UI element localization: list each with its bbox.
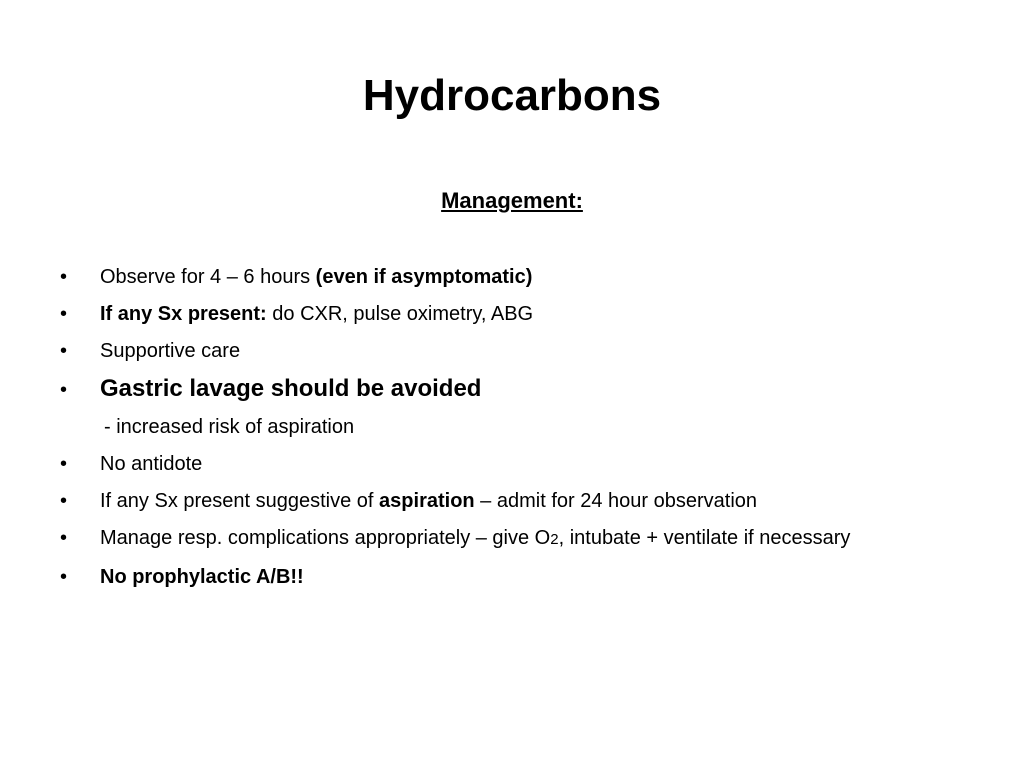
bullet-text: No antidote xyxy=(100,453,203,475)
bullet-emphasis: (even if asymptomatic) xyxy=(315,266,533,288)
bullet-gastric-lavage xyxy=(60,373,960,405)
bullet-emphasis: No prophylactic A/B!! xyxy=(100,566,304,588)
bullet-marker: • xyxy=(60,340,68,362)
bullet-no-antidote xyxy=(60,449,960,479)
bullet-emphasis: If any Sx present: xyxy=(100,303,267,325)
bullet-no-prophylactic xyxy=(60,562,960,592)
bullet-emphasis: Gastric lavage should be avoided xyxy=(100,375,482,402)
bullet-text-tail: – admit for 24 hour observation xyxy=(474,490,758,512)
bullet-sx-present xyxy=(60,299,960,329)
oxygen-subscript: 2 xyxy=(550,531,559,548)
bullet-text-tail: , intubate + ventilate if necessary xyxy=(558,527,851,549)
bullet-text: do CXR, pulse oximetry, ABG xyxy=(266,303,534,325)
bullet-text: Manage resp. complications appropriately – give O xyxy=(100,527,551,549)
bullet-marker: • xyxy=(60,566,68,588)
section-heading: Management: xyxy=(441,188,583,213)
bullet-marker: • xyxy=(60,453,68,475)
bullet-list xyxy=(60,262,960,599)
bullet-supportive-care xyxy=(60,336,960,366)
slide-title: Hydrocarbons xyxy=(362,71,662,120)
bullet-marker: • xyxy=(60,379,68,401)
bullet-marker: • xyxy=(60,490,68,512)
bullet-resp-complications xyxy=(60,523,960,555)
bullet-text: Supportive care xyxy=(100,340,241,362)
bullet-marker: • xyxy=(60,266,68,288)
bullet-emphasis: aspiration xyxy=(379,490,475,512)
bullet-marker: • xyxy=(60,527,68,549)
bullet-text: If any Sx present suggestive of xyxy=(100,490,380,512)
bullet-subline-aspiration-risk: - increased risk of aspiration xyxy=(104,416,355,438)
bullet-marker: • xyxy=(60,303,68,325)
bullet-aspiration-admit xyxy=(60,486,960,516)
bullet-observe xyxy=(60,262,960,292)
bullet-text: Observe for 4 – 6 hours xyxy=(100,266,316,288)
